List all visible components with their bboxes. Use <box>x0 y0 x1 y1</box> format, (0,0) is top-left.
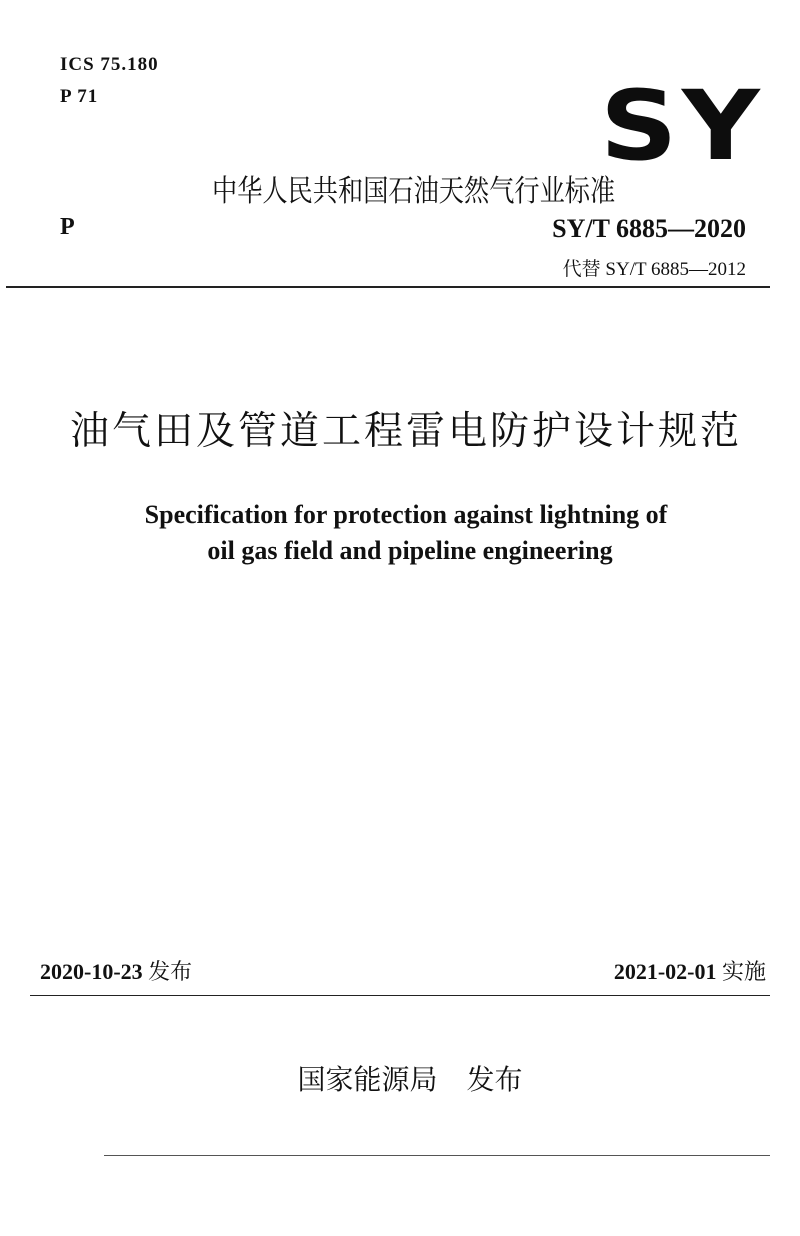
industry-standard-title: 中华人民共和国石油天然气行业标准 <box>212 174 616 209</box>
implement-date-value: 2021-02-01 <box>613 959 717 984</box>
implement-date <box>614 955 766 986</box>
publish-date <box>40 955 192 986</box>
bottom-divider <box>104 1155 770 1156</box>
publish-date-value: 2020-10-23 <box>40 959 143 984</box>
replaces-standard: 代替 SY/T 6885—2012 <box>562 259 746 280</box>
title-english-line2: oil gas field and pipeline engineering <box>207 536 613 565</box>
issuer-line <box>0 1058 800 1098</box>
title-english-line1: Specification for protection against lightning of <box>144 500 668 529</box>
classification-code: P 71 <box>60 86 99 107</box>
date-divider <box>30 995 770 996</box>
publish-label: 发布 <box>148 960 193 985</box>
issuer-name: 国家能源局 <box>297 1063 438 1096</box>
standard-number: SY/T 6885—2020 <box>552 214 746 243</box>
category-letter: P <box>60 214 75 240</box>
implement-label: 实施 <box>721 960 766 985</box>
issue-label: 发布 <box>466 1063 523 1096</box>
ics-code: ICS 75.180 <box>60 54 159 75</box>
title-chinese: 油气田及管道工程雷电防护设计规范 <box>69 409 742 454</box>
top-divider <box>6 286 770 288</box>
sy-logo: SY <box>600 70 765 182</box>
